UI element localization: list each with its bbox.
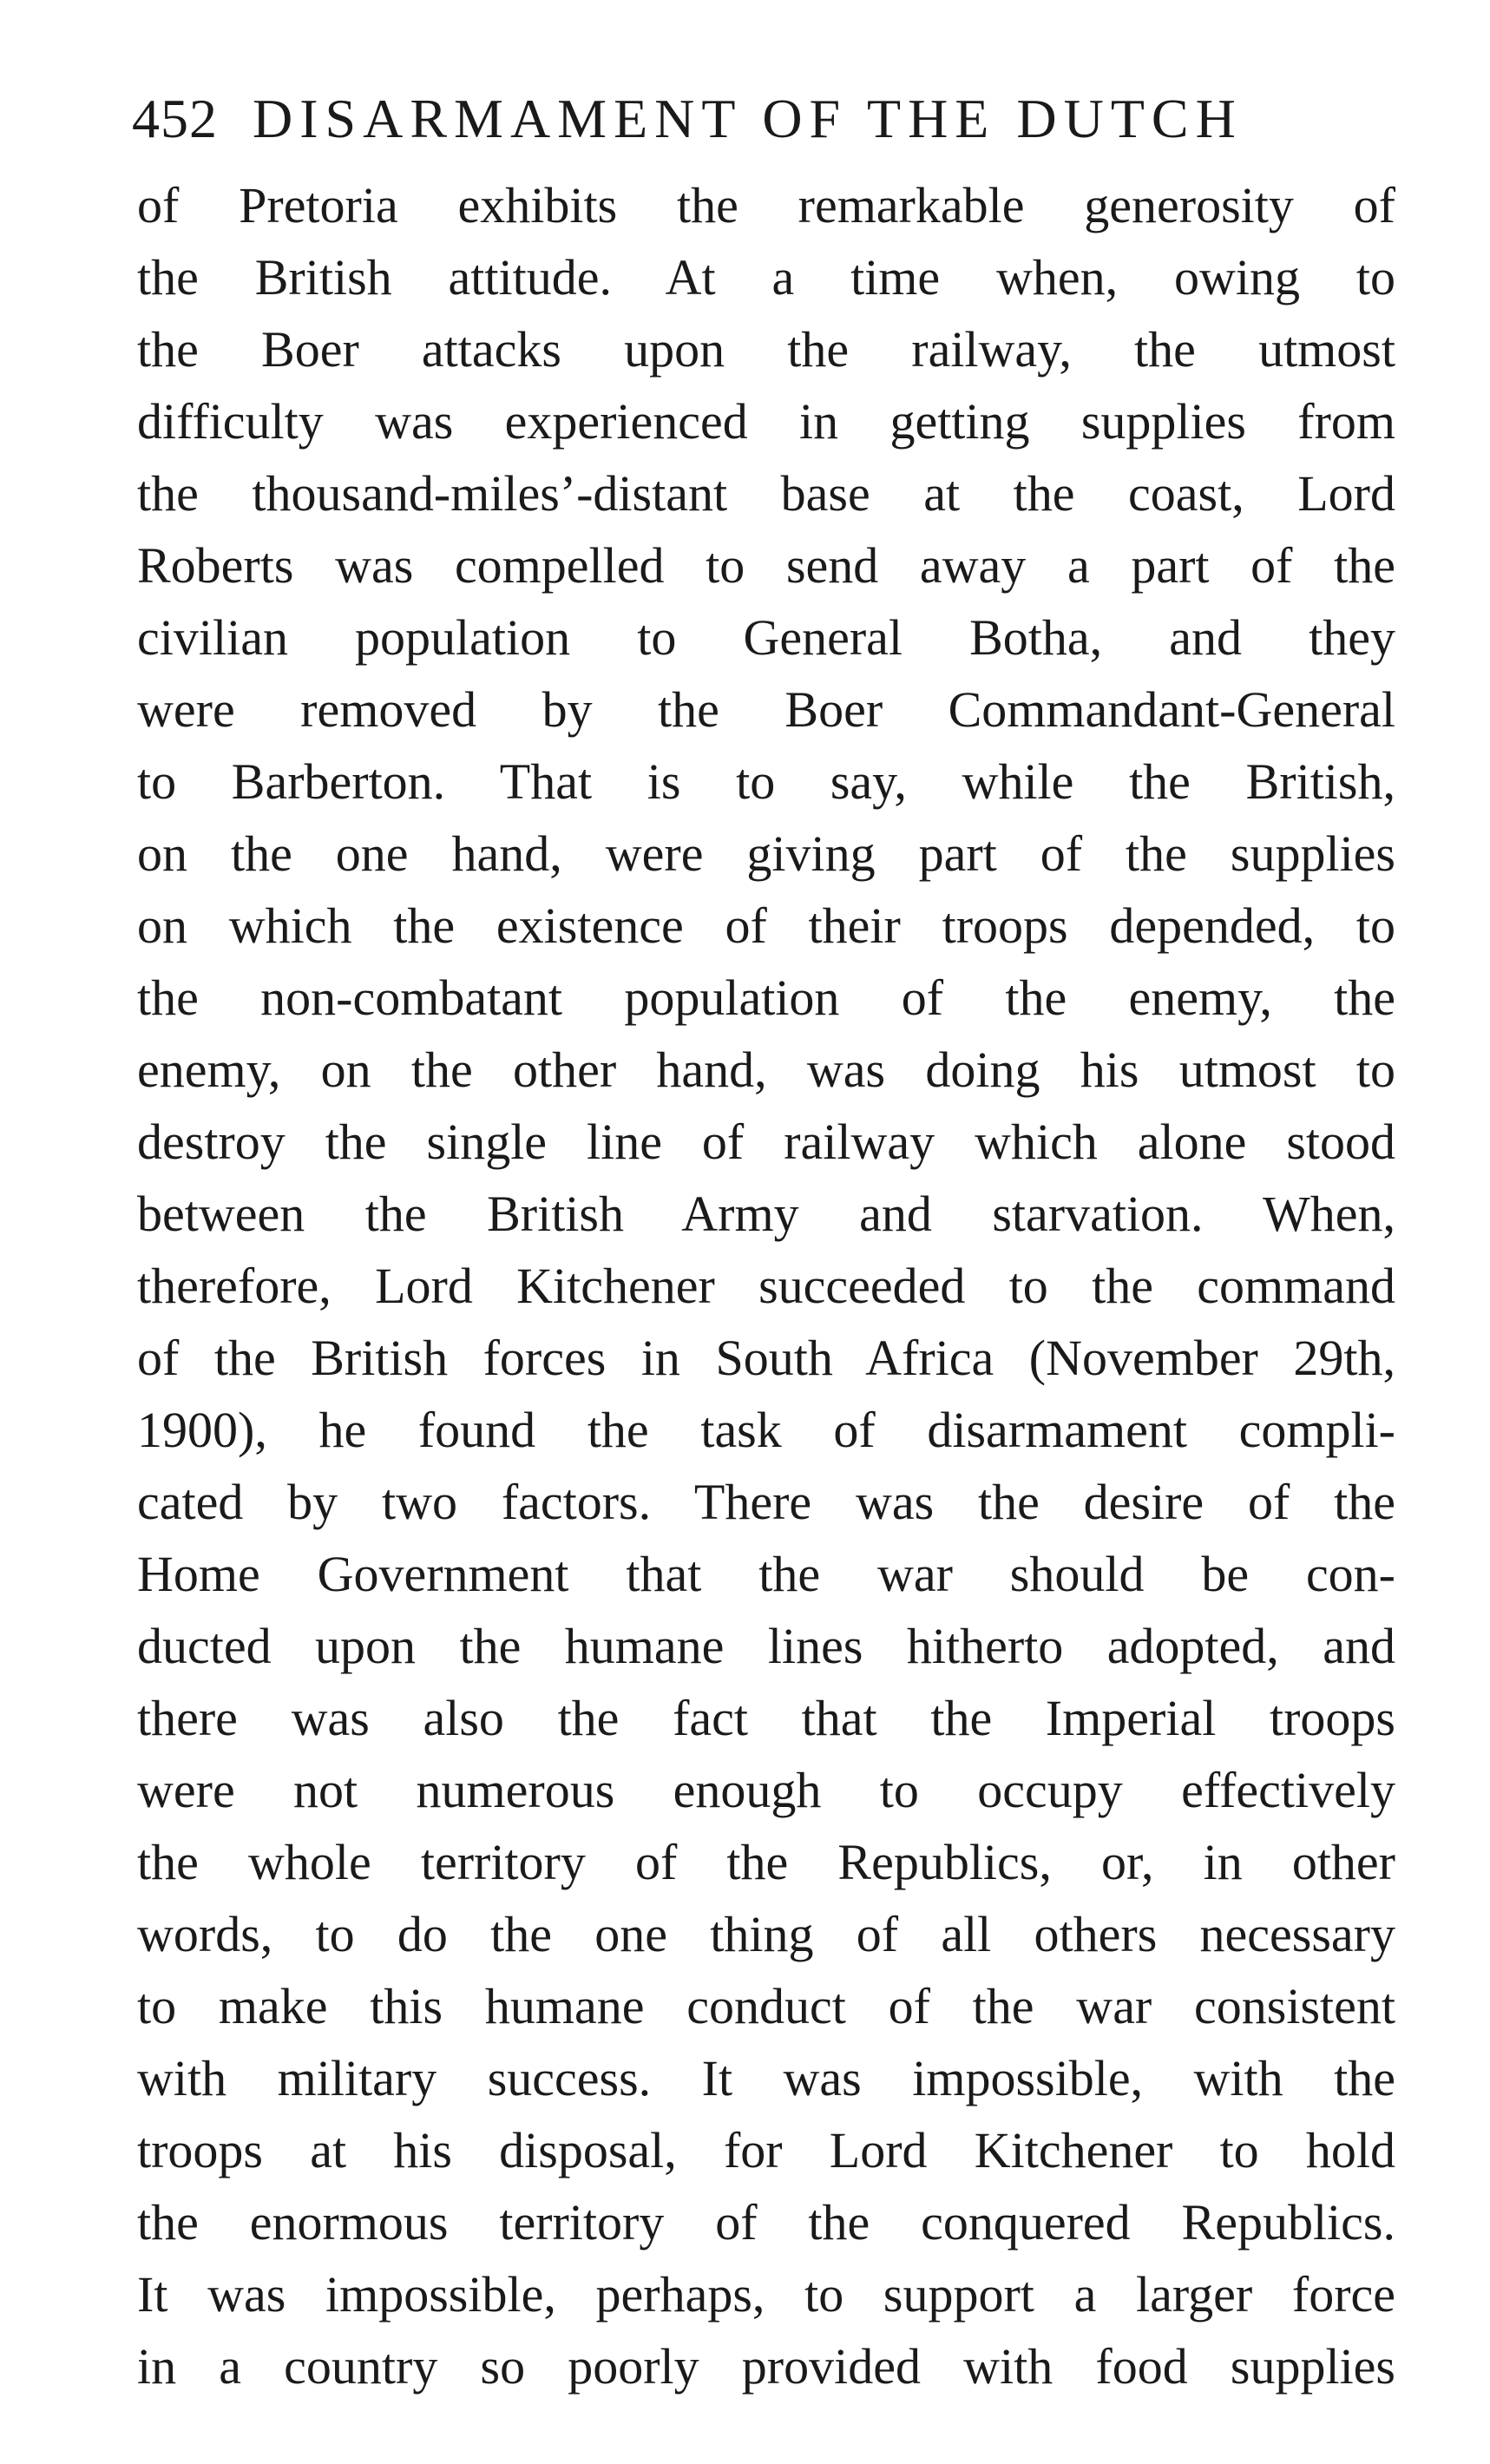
text-line: the enormous territory of the conquered Republics. [137, 2194, 1395, 2250]
text-line: difficulty was experienced in getting supplies from [137, 393, 1395, 450]
text-line: Roberts was compelled to send away a part of the [137, 537, 1395, 594]
text-line: the British attitude. At a time when, owing to [137, 249, 1395, 306]
text-line: to make this humane conduct of the war consistent [137, 1978, 1395, 2034]
text-line: troops at his disposal, for Lord Kitchener to hold [137, 2122, 1395, 2178]
text-line: cated by two factors. There was the desire of the [137, 1474, 1395, 1530]
text-line: enemy, on the other hand, was doing his utmost to [137, 1041, 1395, 1098]
text-line: in a country so poorly provided with food supplies [137, 2338, 1395, 2395]
text-line: Home Government that the war should be con- [137, 1546, 1395, 1602]
text-line: between the British Army and starvation. When, [137, 1186, 1395, 1242]
text-line: to Barberton. That is to say, while the British, [137, 753, 1395, 810]
text-line: the whole territory of the Republics, or, in other [137, 1834, 1395, 1890]
body-text [137, 169, 1395, 2402]
text-line: with military success. It was impossible, with the [137, 2050, 1395, 2106]
text-line: civilian population to General Botha, and they [137, 609, 1395, 666]
text-line: ducted upon the humane lines hitherto adopted, and [137, 1618, 1395, 1674]
text-line: of the British forces in South Africa (November 29th, [137, 1330, 1395, 1386]
text-line: 1900), he found the task of disarmament compli- [137, 1402, 1395, 1458]
page-number: 452 [132, 88, 218, 149]
text-line: therefore, Lord Kitchener succeeded to the command [137, 1258, 1395, 1314]
text-line: were not numerous enough to occupy effectively [137, 1762, 1395, 1818]
text-line: destroy the single line of railway which alone stood [137, 1114, 1395, 1170]
text-line: It was impossible, perhaps, to support a larger force [137, 2266, 1395, 2323]
text-line: of Pretoria exhibits the remarkable generosity of [137, 177, 1395, 233]
text-line: on the one hand, were giving part of the supplies [137, 825, 1395, 882]
text-line: words, to do the one thing of all others necessary [137, 1906, 1395, 1962]
text-line: the non-combatant population of the enemy, the [137, 969, 1395, 1026]
text-line: the Boer attacks upon the railway, the utmost [137, 321, 1395, 378]
text-line: were removed by the Boer Commandant-General [137, 681, 1395, 738]
running-title: DISARMAMENT OF THE DUTCH [253, 88, 1243, 149]
running-head [132, 80, 1347, 158]
text-line: there was also the fact that the Imperial troops [137, 1690, 1395, 1746]
text-line: the thousand-miles’-distant base at the coast, Lord [137, 465, 1395, 522]
text-line: on which the existence of their troops depended, to [137, 897, 1395, 954]
